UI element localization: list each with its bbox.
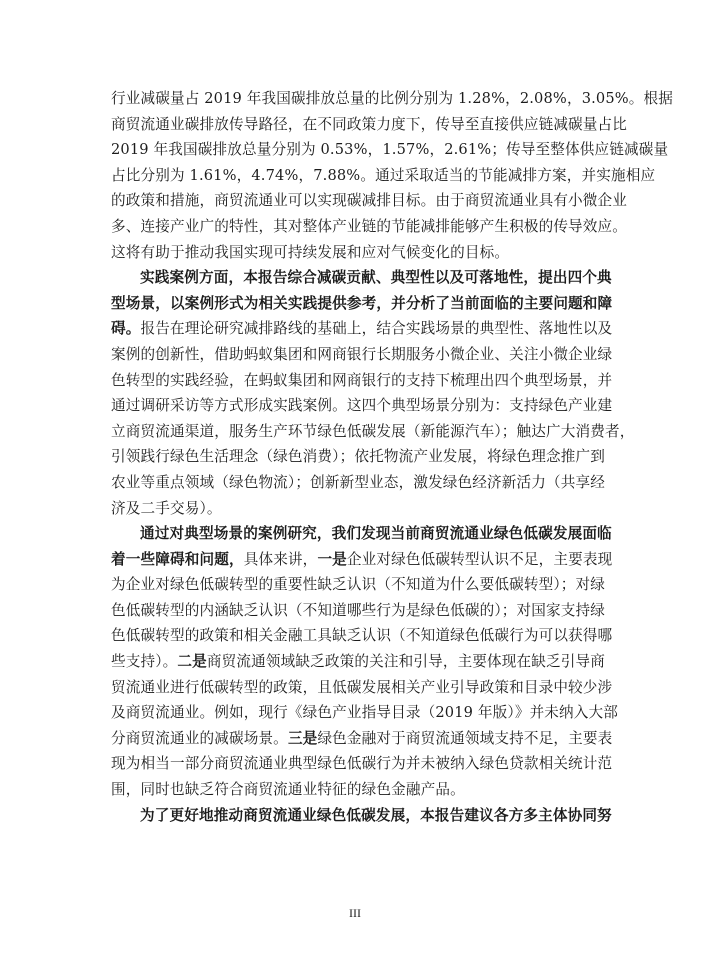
text-run: 及商贸流通业。例如，现行《绿色产业指导目录（2019 年版）》并未纳入大部 [111, 704, 619, 722]
text-run: 企业对绿色低碳转型认识不足，主要表现 [346, 550, 613, 568]
text-line [111, 240, 601, 266]
text-run: 的政策和措施，商贸流通业可以实现碳减排目标。由于商贸流通业具有小微企业 [111, 192, 628, 210]
bold-text-run: 型场景，以案例形式为相关实践提供参考，并分析了当前面临的主要问题和障 [111, 294, 613, 312]
text-run: 现为相当一部分商贸流通业典型绿色低碳行为并未被纳入绿色贷款相关统计范 [111, 755, 613, 773]
text-line [111, 342, 613, 368]
text-line [111, 188, 628, 214]
text-run: 农业等重点领域（绿色物流）；创新新型业态，激发绿色经济新活力（共享经 [111, 473, 605, 491]
text-line [111, 726, 613, 752]
text-run: 占比分别为 1.61%，4.74%，7.88%。通过采取适当的节能减排方案，并实施相应 [111, 166, 656, 184]
text-run: 报告在理论研究减排路线的基础上，结合实践场景的典型性、落地性以及 [140, 320, 613, 338]
text-run: 立商贸流通渠道，服务生产环节绿色低碳发展（新能源汽车）；触达广大消费者， [111, 422, 635, 440]
body-text [111, 86, 674, 828]
text-line [111, 777, 601, 803]
bold-text-run: 通过对典型场景的案例研究，我们发现当前商贸流通业绿色低碳发展面临 [140, 525, 612, 543]
text-run: 通过调研采访等方式形成实践案例。这四个典型场景分别为：支持绿色产业建 [111, 397, 613, 415]
bold-text-run: 一是 [317, 550, 347, 568]
text-line [111, 137, 669, 163]
text-run: 案例的创新性，借助蚂蚁集团和网商银行长期服务小微企业、关注小微企业绿 [111, 345, 613, 363]
page-number: III [349, 906, 361, 920]
bold-text-run: 二是 [177, 653, 207, 671]
text-run: 色转型的实践经验，在蚂蚁集团和网商银行的支持下梳理出四个典型场景，并 [111, 371, 613, 389]
text-run: 2019 年我国碳排放总量分别为 0.53%，1.57%，2.61%；传导至整体供应链减碳量 [111, 141, 669, 159]
text-run: 贸流通业进行低碳转型的政策，且低碳发展相关产业引导政策和目录中较少涉 [111, 678, 613, 696]
text-run: 分商贸流通业的减碳场景。 [111, 729, 288, 747]
text-line [111, 675, 613, 701]
text-run: 商贸流通领域缺乏政策的关注和引导，主要体现在缺乏引导商 [206, 653, 606, 671]
text-run: 绿色金融对于商贸流通领域支持不足，主要表 [317, 729, 613, 747]
text-line [111, 444, 605, 470]
text-line [111, 163, 656, 189]
text-line [111, 316, 613, 342]
text-line [111, 419, 635, 445]
text-line [111, 623, 613, 649]
text-line [111, 751, 613, 777]
bold-text-run: 为了更好地推动商贸流通业绿色低碳发展，本报告建议各方多主体协同努 [140, 806, 612, 824]
text-line [111, 112, 628, 138]
text-line [111, 803, 612, 829]
text-run: 色低碳转型的内涵缺乏认识（不知道哪些行为是绿色低碳的）；对国家支持绿 [111, 601, 605, 619]
text-line [111, 572, 605, 598]
text-line [111, 598, 605, 624]
text-run: 围，同时也缺乏符合商贸流通业特征的绿色金融产品。 [111, 781, 465, 799]
text-line [111, 470, 605, 496]
bold-text-run: 实践案例方面，本报告综合减碳贡献、典型性以及可落地性，提出四个典 [140, 269, 612, 287]
text-line [111, 86, 674, 112]
text-line [111, 547, 613, 573]
text-run: 商贸流通业碳排放传导路径，在不同政策力度下，传导至直接供应链减碳量占比 [111, 115, 628, 133]
text-run: 济及二手交易）。 [111, 499, 222, 517]
bold-text-run: 三是 [287, 729, 318, 747]
text-run: 些支持）。 [111, 653, 178, 671]
text-run: 为企业对绿色低碳转型的重要性缺乏认识（不知道为什么要低碳转型）；对绿 [111, 576, 605, 594]
bold-text-run: 碍。 [111, 320, 141, 338]
text-line [111, 368, 613, 394]
text-run: 具体来讲， [243, 550, 318, 568]
text-line [111, 521, 612, 547]
text-run: 多、连接产业广的特性，其对整体产业链的节能减排能够产生积极的传导效应。 [111, 217, 628, 235]
text-line [111, 393, 613, 419]
text-run: 行业减碳量占 2019 年我国碳排放总量的比例分别为 1.28%，2.08%，3.05%。根据 [111, 90, 674, 107]
text-run: 色低碳转型的政策和相关金融工具缺乏认识（不知道绿色低碳行为可以获得哪 [111, 627, 613, 645]
text-run: 这将有助于推动我国实现可持续发展和应对气候变化的目标。 [111, 243, 510, 261]
text-run: 引领践行绿色生活理念（绿色消费）；依托物流产业发展，将绿色理念推广到 [111, 448, 605, 466]
text-line [111, 265, 612, 291]
text-line [111, 496, 601, 522]
text-line [111, 700, 619, 726]
bold-text-run: 着一些障碍和问题， [111, 550, 244, 568]
text-line [111, 214, 628, 240]
text-line [111, 649, 606, 675]
text-line [111, 291, 613, 317]
